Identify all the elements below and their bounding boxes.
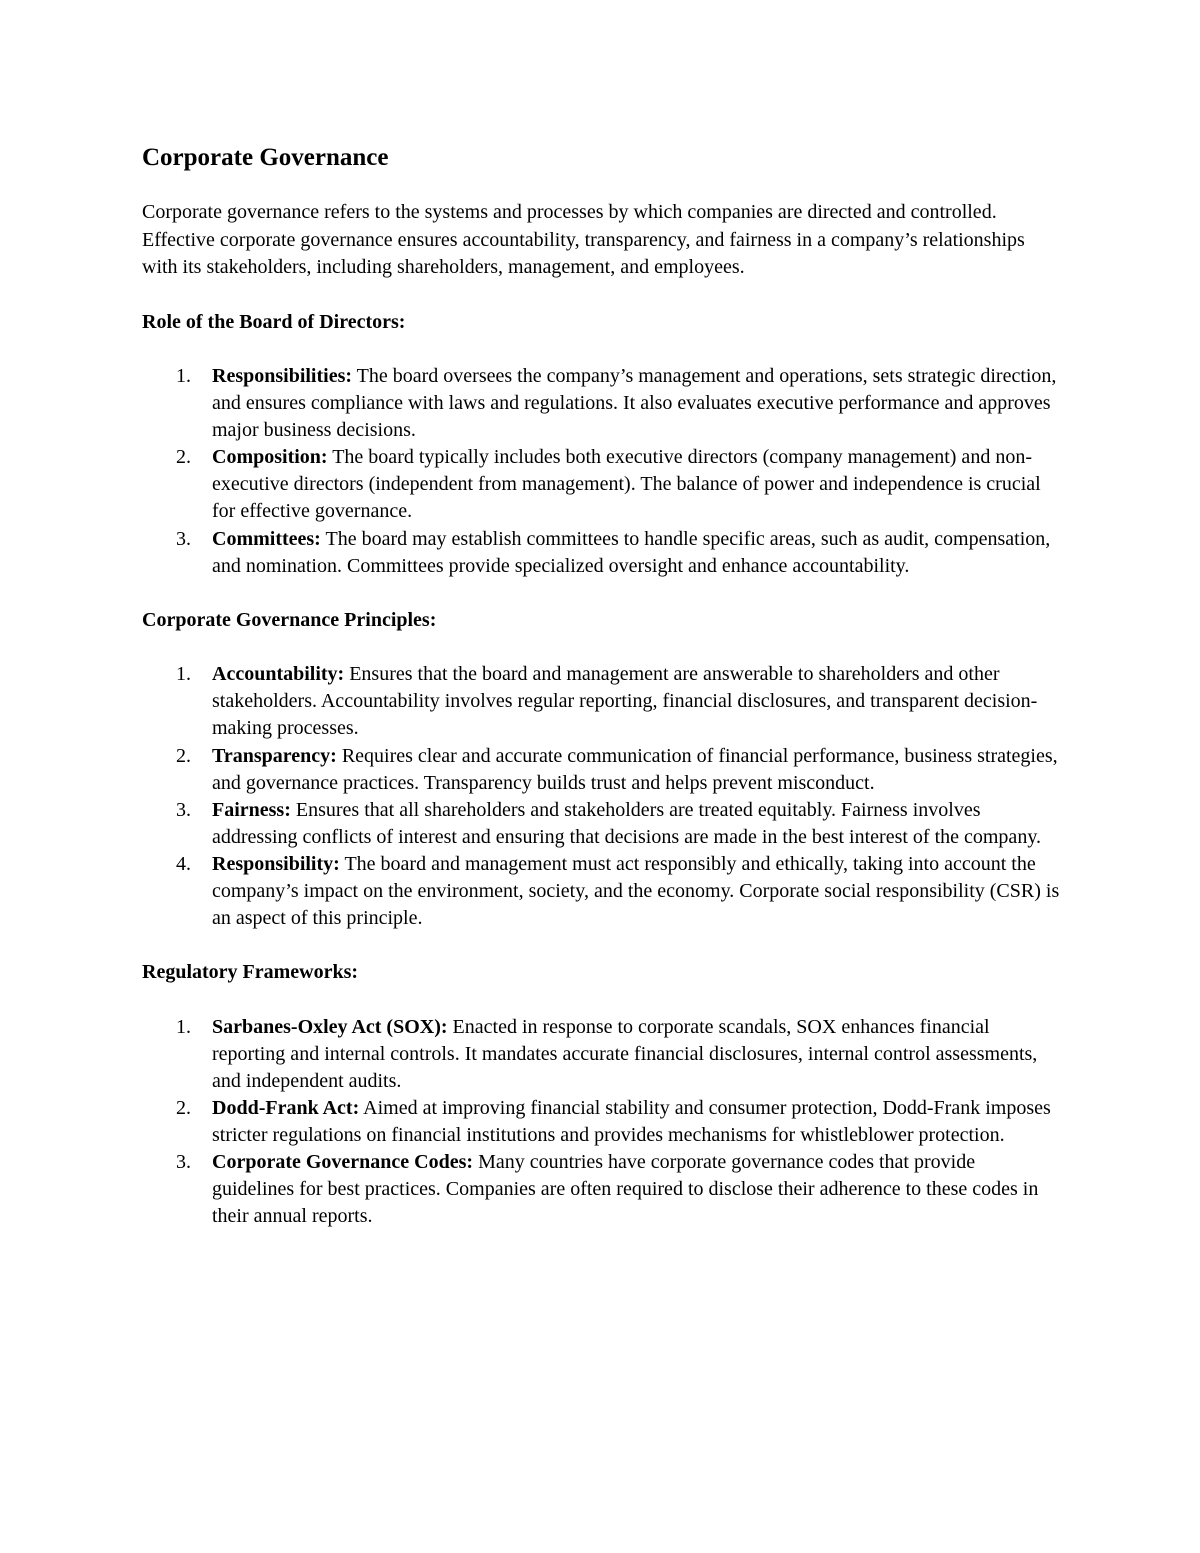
- item-number: 1.: [176, 1015, 191, 1038]
- item-term: Fairness:: [212, 798, 291, 821]
- list-item: [142, 1149, 1062, 1230]
- item-term: Sarbanes-Oxley Act (SOX):: [212, 1015, 448, 1038]
- item-term: Transparency:: [212, 744, 337, 767]
- intro-paragraph: Corporate governance refers to the systems and processes by which companies are directed and controlled. Effective corporate governance ensures accountability, transparency, and fairness in a company’s relationships with its stakeholders, including shareholders, management, and employees.: [142, 201, 1025, 278]
- item-text: The board may establish committees to handle specific areas, such as audit, compensation, and nomination. Committees provide specialized oversight and enhance accountability.: [212, 527, 1051, 577]
- item-number: 3.: [176, 798, 191, 821]
- item-number: 2.: [176, 744, 191, 767]
- item-number: 4.: [176, 852, 191, 875]
- item-text: Aimed at improving financial stability and consumer protection, Dodd-Frank imposes stricter regulations on financial institutions and provides mechanisms for whistleblower protection.: [212, 1096, 1051, 1147]
- section-heading-principles: Corporate Governance Principles:: [142, 608, 437, 631]
- item-term: Composition:: [212, 446, 328, 469]
- item-text: The board typically includes both executive directors (company management) and non-executive directors (independent from management). The balance of power and independence is crucial for effective governance.: [212, 446, 1041, 523]
- item-number: 2.: [176, 446, 191, 469]
- document-page: [142, 143, 1062, 1230]
- document-title: Corporate Governance: [142, 144, 389, 171]
- list-item: [142, 797, 1062, 851]
- list-item: [142, 444, 1062, 525]
- section-heading-board: Role of the Board of Directors:: [142, 310, 406, 333]
- item-number: 1.: [176, 663, 191, 686]
- item-number: 1.: [176, 365, 191, 387]
- list-item: [142, 1095, 1062, 1149]
- item-text: Requires clear and accurate communication of financial performance, business strategies, and governance practices. Transparency builds trust and helps prevent misconduct.: [212, 744, 1058, 794]
- item-text: The board and management must act responsibly and ethically, taking into account the company’s impact on the environment, society, and the economy. Corporate social responsibility (CSR) is an aspect of this principle.: [212, 852, 1060, 930]
- list-item: [142, 526, 1062, 580]
- item-text: Many countries have corporate governance codes that provide guidelines for best practices. Companies are often required to disclose their adherence to these codes in their annual reports.: [212, 1151, 1039, 1228]
- principles-list: [142, 661, 1062, 932]
- item-text: Enacted in response to corporate scandals, SOX enhances financial reporting and internal controls. It mandates accurate financial disclosures, internal control assessments, and independent audits.: [212, 1015, 1038, 1092]
- regulatory-list: [142, 1014, 1062, 1231]
- item-number: 3.: [176, 1151, 191, 1174]
- list-item: [142, 363, 1062, 444]
- list-item: [142, 1014, 1062, 1095]
- item-number: 3.: [176, 527, 191, 550]
- list-item: [142, 743, 1062, 797]
- item-text: Ensures that all shareholders and stakeholders are treated equitably. Fairness involves addressing conflicts of interest and ensuring that decisions are made in the best interest of the company.: [212, 798, 1042, 848]
- item-term: Responsibility:: [212, 852, 340, 875]
- item-number: 2.: [176, 1096, 191, 1119]
- list-item: [142, 851, 1062, 932]
- list-item: [142, 661, 1062, 742]
- board-list: [142, 363, 1062, 580]
- item-text: Ensures that the board and management are answerable to shareholders and other stakeholders. Accountability involves regular reporting, financial disclosures, and transparent decision-making processes.: [212, 663, 1038, 740]
- item-term: Responsibilities:: [212, 365, 353, 387]
- item-term: Dodd-Frank Act:: [212, 1096, 360, 1119]
- item-term: Committees:: [212, 527, 321, 550]
- item-text: The board oversees the company’s management and operations, sets strategic direction, and ensures compliance with laws and regulations. It also evaluates executive performance and approves major business decisions.: [212, 365, 1057, 442]
- section-heading-regulatory: Regulatory Frameworks:: [142, 961, 359, 984]
- item-term: Accountability:: [212, 663, 345, 686]
- item-term: Corporate Governance Codes:: [212, 1151, 474, 1174]
